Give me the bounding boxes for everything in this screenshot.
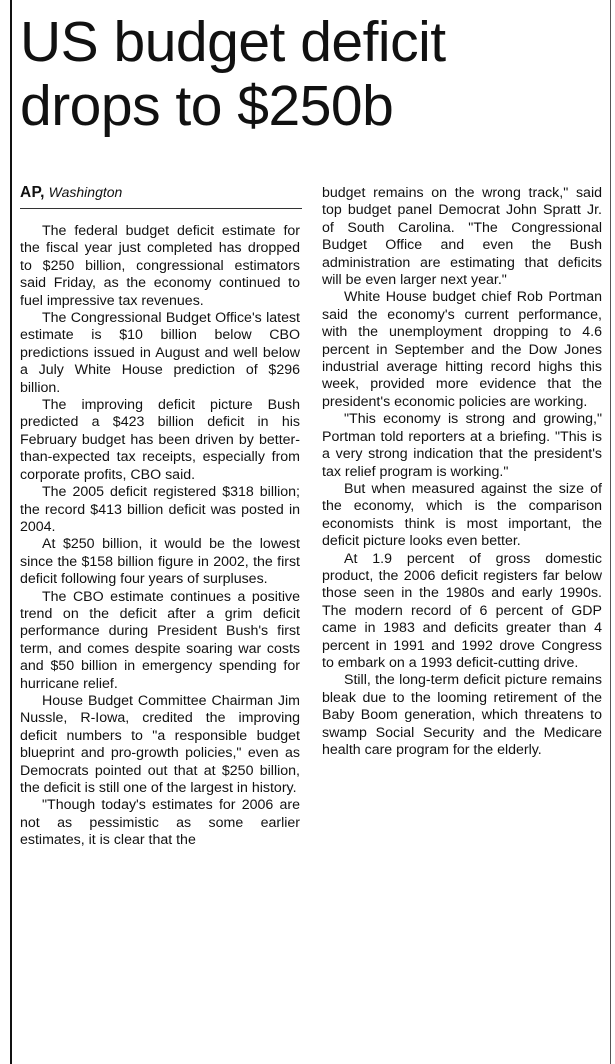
article-column-left: [20, 223, 300, 850]
paragraph: "This economy is strong and growing," Portman told reporters at a briefing. "This is a very strong indication that the president's tax relief program is working.": [322, 411, 602, 480]
byline: [20, 184, 302, 202]
paragraph: "Though today's estimates for 2006 are not as pessimistic as some earlier estimates, it is clear that the: [20, 797, 300, 849]
byline-divider: [20, 208, 302, 209]
paragraph: The 2005 deficit registered $318 billion; the record $413 billion deficit was posted in 2004.: [20, 484, 300, 535]
paragraph: House Budget Committee Chairman Jim Nussle, R-Iowa, credited the improving deficit numbers to "a responsible budget blueprint and pro-growth policies," even as Democrats pointed out that at $250 billion, the deficit is still one of the largest in history.: [20, 692, 300, 796]
column-rule-left: [10, 0, 12, 1064]
headline: [20, 10, 605, 138]
paragraph: Still, the long-term deficit picture remains bleak due to the looming retirement of the Baby Boom generation, which threatens to swamp Social Security and the Medicare health care program for the elderly.: [322, 672, 602, 758]
byline-location: Washington: [48, 184, 123, 200]
paragraph: At $250 billion, it would be the lowest since the $158 billion figure in 2002, the first deficit following four years of surpluses.: [20, 536, 300, 588]
paragraph-continued: budget remains on the wrong track," said top budget panel Democrat John Spratt Jr. of South Carolina. "The Congressional Budget Office and even the Bush administration are estimating that deficits will be even larger next year.": [322, 185, 602, 289]
byline-agency: AP,: [20, 184, 45, 201]
paragraph: At 1.9 percent of gross domestic product, the 2006 deficit registers far below those seen in the 1980s and early 1990s. The modern record of 6 percent of GDP came in 1983 and deficits greater than 4 percent in 1991 and 1992 drove Congress to embark on a 1993 deficit-cutting drive.: [322, 550, 602, 671]
paragraph: The improving deficit picture Bush predicted a $423 billion deficit in his February budget has been driven by better-than-expected tax receipts, especially from corporate profits, CBO said.: [20, 397, 300, 483]
headline-line-2: drops to $250b: [20, 74, 394, 138]
paragraph: The Congressional Budget Office's latest estimate is $10 billion below CBO predictions issued in August and well below a July White House prediction of $296 billion.: [20, 310, 300, 396]
headline-line-1: US budget deficit: [20, 10, 446, 74]
column-rule-right: [610, 0, 611, 1064]
paragraph: The federal budget deficit estimate for the fiscal year just completed has dropped to $250 billion, congressional estimators said Friday, as the economy continued to fuel impressive tax revenues.: [20, 223, 300, 309]
paragraph: White House budget chief Rob Portman said the economy's current performance, with the unemployment dropping to 4.6 percent in September and the Dow Jones industrial average hitting record highs this week, provided more evidence that the president's economic policies are working.: [322, 289, 602, 410]
paragraph: The CBO estimate continues a positive trend on the deficit after a grim deficit performance during President Bush's first term, and comes despite soaring war costs and $50 billion in emergency spending for hurricane relief.: [20, 588, 300, 692]
article-column-right: [322, 185, 602, 759]
paragraph: But when measured against the size of the economy, which is the comparison economists think is most important, the deficit picture looks even better.: [322, 480, 602, 550]
